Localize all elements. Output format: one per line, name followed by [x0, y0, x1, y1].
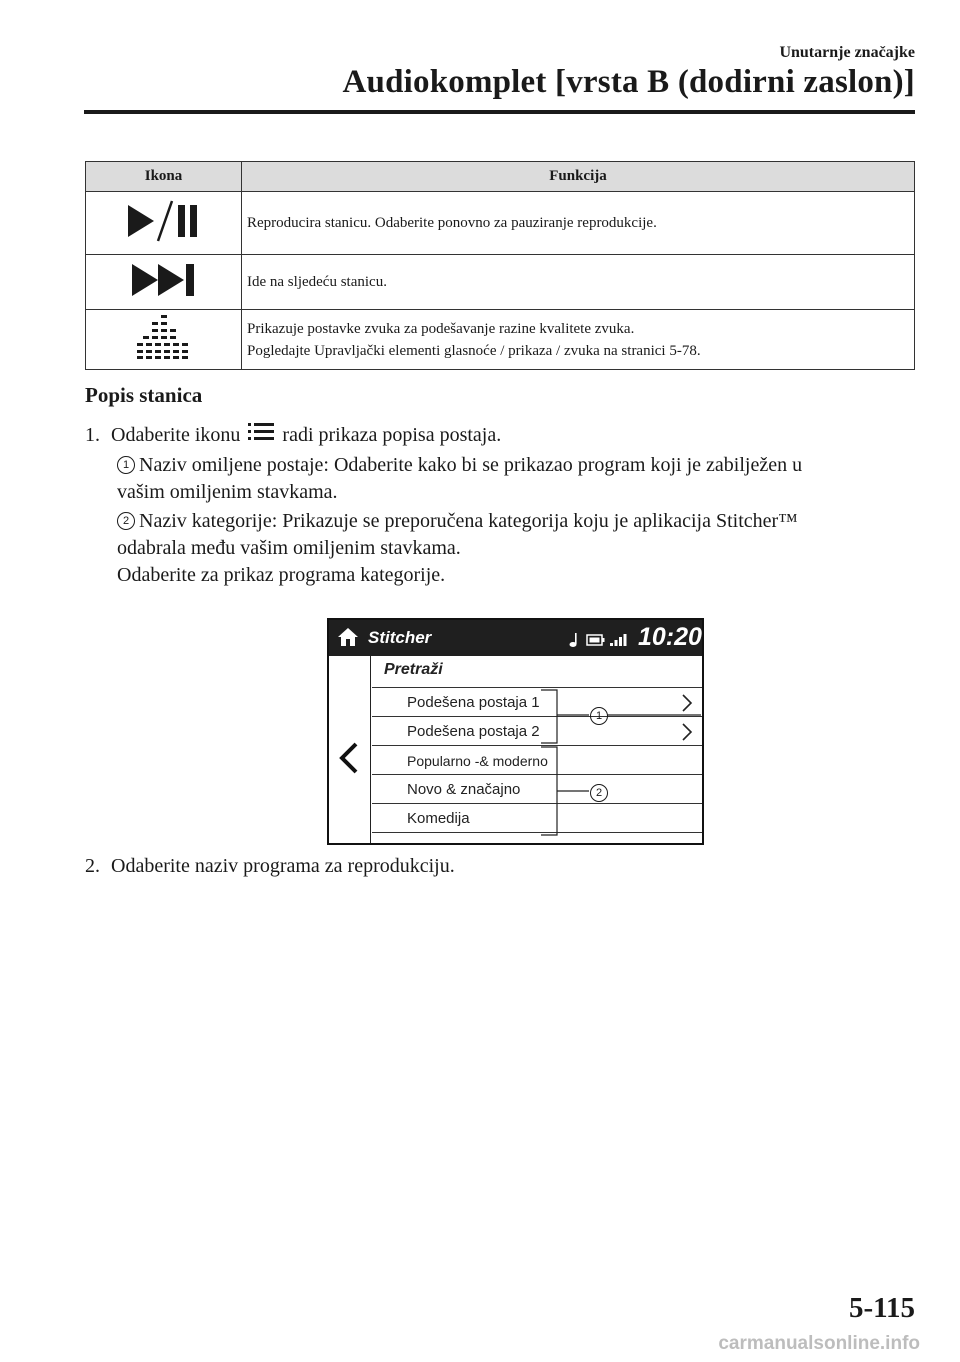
stitcher-screen	[327, 618, 704, 845]
battery-icon	[586, 634, 606, 646]
table-row	[86, 192, 915, 255]
step-1: 1. Odaberite ikonu radi prikaza popisa postaja.	[85, 424, 502, 446]
note-2: 2 Naziv kategorije: Prikazuje se preporučena kategorija koju je aplikacija Stitcher™	[117, 508, 798, 534]
equalizer-icon	[136, 313, 192, 361]
callout-2-marker: 2	[117, 512, 135, 530]
play-pause-icon	[126, 199, 202, 243]
watermark: carmanualsonline.info	[718, 1333, 920, 1354]
app-title: Stitcher	[368, 628, 432, 647]
col-header-icon: Ikona	[86, 162, 242, 192]
list-item[interactable]: Popularno -& moderno	[407, 753, 548, 769]
callout-1-marker: 1	[117, 456, 135, 474]
home-icon[interactable]	[337, 627, 359, 647]
row-text: Prikazuje postavke zvuka za podešavanje razine kvalitete zvuka.	[247, 320, 635, 337]
section-heading: Popis stanica	[85, 383, 203, 407]
table-row	[86, 255, 915, 310]
list-item[interactable]: Komedija	[407, 810, 470, 827]
skip-next-icon	[130, 260, 198, 300]
note-1-cont: vašim omiljenim stavkama.	[117, 481, 338, 503]
callout-2: 2	[590, 784, 608, 802]
back-panel[interactable]	[329, 656, 371, 843]
list-icon	[247, 422, 275, 442]
col-header-function: Funkcija	[242, 162, 915, 192]
row-text-2: Pogledajte Upravljački elementi glasnoće / prikaza / zvuka na stranici 5-78.	[247, 342, 701, 359]
list-item[interactable]: Novo & značajno	[407, 781, 521, 798]
page-number: 5-115	[848, 1292, 915, 1324]
status-bar	[329, 620, 702, 656]
row-text: Reproducira stanicu. Odaberite ponovno za pauziranje reprodukcije.	[247, 215, 657, 231]
search-label[interactable]: Pretraži	[384, 661, 443, 678]
callout-brackets	[539, 688, 701, 840]
note-1: 1 Naziv omiljene postaje: Odaberite kako bi se prikazao program koji je zabilježen u	[117, 452, 802, 478]
music-note-icon	[569, 632, 579, 648]
signal-icon	[609, 633, 627, 647]
back-arrow-icon[interactable]	[339, 742, 359, 774]
callout-1: 1	[590, 707, 608, 725]
note-2-cont2: Odaberite za prikaz programa kategorije.	[117, 564, 446, 586]
list-item[interactable]: Podešena postaja 2	[407, 723, 540, 740]
page-title: Audiokomplet [vrsta B (dodirni zaslon)]	[342, 64, 915, 100]
row-text: Ide na sljedeću stanicu.	[247, 274, 387, 290]
section-label: Unutarnje značajke	[779, 44, 915, 61]
list-item[interactable]: Podešena postaja 1	[407, 694, 540, 711]
step-2: 2. Odaberite naziv programa za reprodukciju.	[85, 855, 455, 877]
header-rule	[84, 110, 915, 114]
icon-function-table	[85, 161, 915, 370]
table-row	[86, 310, 915, 370]
note-2-cont: odabrala među vašim omiljenim stavkama.	[117, 537, 461, 559]
clock: 10:20	[638, 623, 702, 651]
